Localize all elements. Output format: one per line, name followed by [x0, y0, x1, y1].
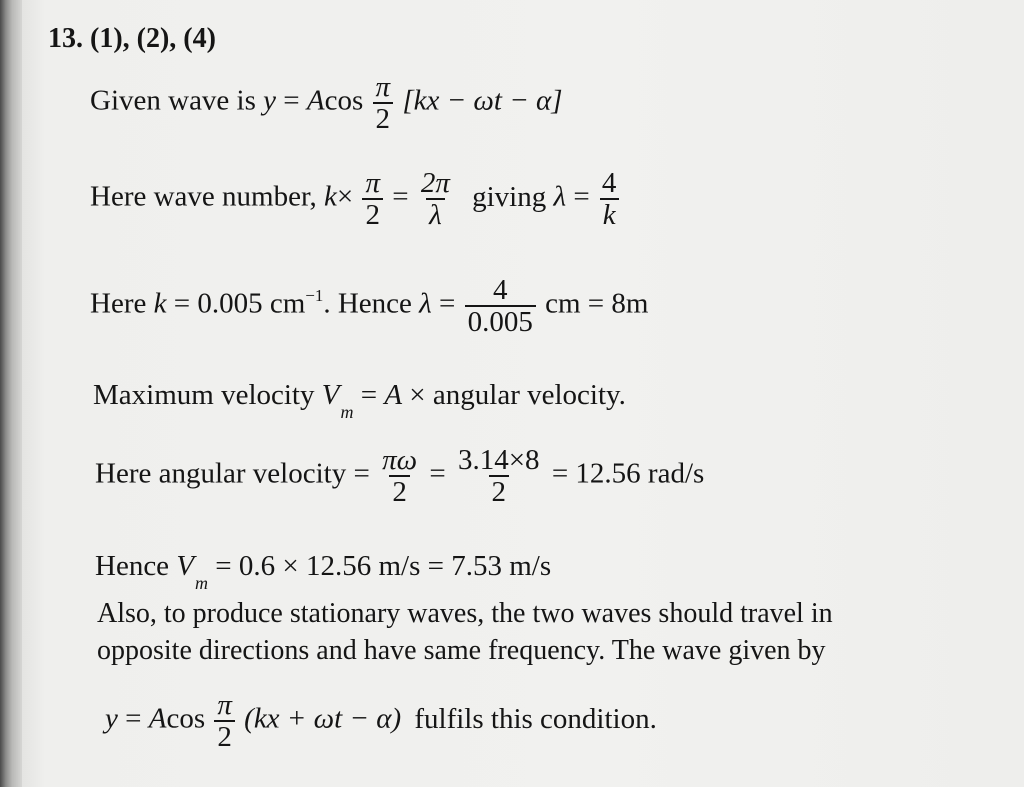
text-wave-number: Here wave number,	[90, 180, 317, 213]
text-giving: giving	[472, 180, 547, 213]
numerator: πω	[382, 444, 418, 476]
subscript-m: m	[195, 573, 209, 593]
denominator: 2	[489, 475, 510, 507]
max-velocity-line	[93, 378, 626, 422]
numerator: 4	[601, 167, 617, 199]
times-sign: ×	[336, 180, 354, 213]
wave-equation-line	[90, 72, 563, 134]
equals-sign: =	[125, 702, 142, 735]
equals-sign: =	[438, 287, 456, 320]
angular-velocity-result: = 12.56 rad/s	[551, 457, 705, 490]
problem-header	[48, 22, 216, 56]
var-y: y	[105, 702, 118, 735]
text-max-velocity: Maximum velocity	[93, 379, 315, 411]
denominator: 2	[214, 720, 235, 752]
denominator: 0.005	[465, 305, 536, 337]
wavelength-result: cm = 8m	[545, 287, 649, 320]
k-value: = 0.005 cm	[173, 287, 306, 320]
fraction-314x8-over-2	[455, 445, 543, 507]
denominator: k	[600, 198, 619, 230]
numerator: π	[217, 689, 232, 721]
wave-argument: [kx − ωt − α]	[402, 84, 563, 117]
paragraph-line-1: Also, to produce stationary waves, the two waves should travel in	[97, 598, 833, 629]
problem-number: 13.	[48, 23, 83, 54]
fraction-4-over-k	[599, 168, 620, 230]
cos-function: cos	[324, 84, 364, 117]
fraction-2pi-over-lambda	[418, 168, 453, 230]
var-lambda: λ	[419, 287, 432, 320]
exponent-minus-one: −1	[305, 285, 324, 305]
equals-sign: =	[392, 180, 409, 213]
var-y: y	[263, 84, 277, 117]
var-A: A	[148, 702, 167, 735]
numerator: 3.14×8	[457, 444, 540, 476]
answer-options: (1), (2), (4)	[90, 23, 216, 54]
text-hence: . Hence	[323, 287, 412, 320]
var-V: V	[176, 550, 195, 582]
equals-sign: =	[573, 180, 590, 213]
numerator: π	[365, 167, 380, 199]
var-k: k	[323, 180, 337, 213]
velocity-result: = 0.6 × 12.56 m/s = 7.53 m/s	[215, 550, 552, 582]
equals-sign: =	[360, 379, 378, 411]
text-angular-velocity: × angular velocity.	[409, 379, 626, 411]
angular-velocity-line	[95, 445, 704, 507]
denominator: 2	[389, 475, 410, 507]
subscript-m: m	[340, 402, 354, 422]
var-A: A	[306, 84, 325, 117]
var-V: V	[321, 379, 340, 411]
wavelength-line	[90, 275, 648, 337]
page-binding-edge	[0, 0, 22, 787]
numerator: 2π	[420, 167, 450, 199]
fraction-pi-omega-over-2	[379, 445, 420, 507]
equals-sign: =	[283, 84, 300, 117]
fraction-pi-over-2	[214, 690, 235, 752]
denominator: λ	[426, 198, 445, 230]
denominator: 2	[362, 198, 383, 230]
numerator: π	[375, 71, 391, 103]
var-lambda: λ	[553, 180, 567, 213]
var-A: A	[384, 379, 403, 411]
text-hence: Hence	[95, 550, 170, 582]
var-k: k	[153, 287, 167, 320]
numerator: 4	[492, 274, 508, 306]
text-given-wave: Given wave is	[90, 84, 256, 117]
wave-number-line	[90, 168, 621, 230]
wave-argument: (kx + ωt − α)	[244, 702, 402, 735]
fraction-4-over-0005	[465, 275, 536, 337]
cos-function: cos	[166, 702, 206, 735]
equals-sign: =	[429, 457, 446, 490]
paragraph-line-2: opposite directions and have same frequency. The wave given by	[97, 635, 826, 666]
fraction-pi-over-2	[362, 168, 383, 230]
text-fulfils-condition: fulfils this condition.	[414, 702, 657, 735]
equals-sign: =	[353, 457, 370, 490]
denominator: 2	[373, 102, 394, 134]
fraction-pi-over-2	[373, 72, 394, 134]
text-angular-velocity: Here angular velocity	[95, 457, 347, 490]
condition-equation-line	[105, 690, 657, 752]
text-here: Here	[90, 287, 147, 320]
velocity-result-line	[95, 549, 552, 593]
